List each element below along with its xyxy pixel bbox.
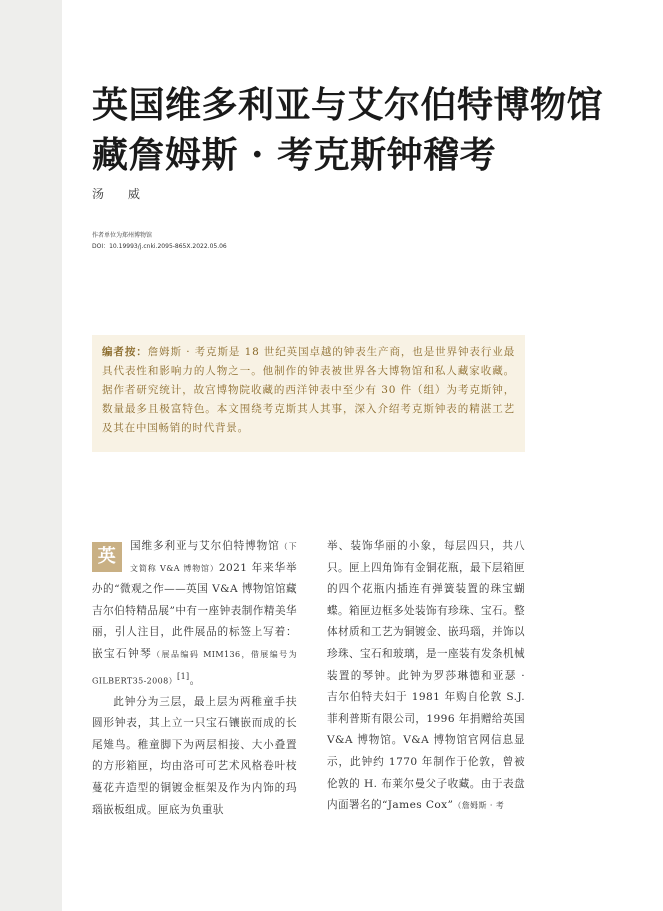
editor-note <box>92 335 525 438</box>
editor-note-text: 詹姆斯 · 考克斯是 18 世纪英国卓越的钟表生产商，也是世界钟表行业最具代表性和影响力的人物之一。他制作的钟表被世界各大博物馆和私人藏家收藏。据作者研究统计，故宫博物院收藏的西洋钟表中至少有 30 件（组）为考克斯钟，数量最多且极富特色。本文围绕考克斯其人其事，深入介绍考克斯钟表的精湛工艺及其在中国畅销的时代背景。 <box>102 346 515 434</box>
p2-text-part-1: 此钟分为三层，最上层为两稚童手扶圆形钟表，其上立一只宝石镶嵌而成的长尾雉鸟。稚童脚下为两层相接、大小叠置的方形箱匣，均由洛可可艺术风格卷叶枝蔓花卉造型的铜镀金框架及作为内饰的玛瑙嵌板组成。匣底为负重驮 <box>92 695 297 816</box>
article-title <box>92 80 612 180</box>
p1-reference: [1] <box>177 671 190 681</box>
p2-text-part-2: 举、装饰华丽的小象，每层四只，共八只。匣上四角饰有金铜花瓶，最下层箱匣的四个花瓶内插连有弹簧装置的珠宝蝴蝶。箱匣边框多处装饰有珍珠、宝石。整体材质和工艺为铜镀金、嵌玛瑙，并饰以珍珠、宝石和玻璃，是一座装有发条机械装置的琴钟。此钟为罗莎琳德和亚瑟 · 吉尔伯特夫妇于 1981 年购自伦敦 S.J. 菲利普斯有限公司，1996 年捐赠给英国 V&A 博物馆。V&A 博物馆官网信息显示，此钟约 1770 年制作于伦敦，曾被伦敦的 H. 布莱尔曼父子收藏。由于表盘内面署名的“James Cox” <box>327 540 525 812</box>
author-affiliation: 作者单位为郑州博物馆 <box>92 232 153 239</box>
p1-note-2: （展品编码 MIM136，借展编号为 GILBERT35-2008） <box>92 649 297 686</box>
p2-note: （詹姆斯 · 考 <box>453 801 505 811</box>
body-column-left <box>92 536 297 821</box>
editor-note-box <box>92 335 525 452</box>
p1-note-1: （下文简称 V&A 博物馆） <box>130 542 297 573</box>
page-spine-margin <box>0 0 62 911</box>
editor-note-label: 编者按： <box>102 346 148 358</box>
body-column-right <box>327 536 525 817</box>
body-paragraph-2 <box>92 692 297 822</box>
body-paragraph-2-continued <box>327 536 525 817</box>
p1-end: 。 <box>189 674 201 687</box>
title-line-1: 英国维多利亚与艾尔伯特博物馆 <box>92 84 604 126</box>
p1-text-a: 国维多利亚与艾尔伯特博物馆 <box>130 540 280 552</box>
drop-cap: 英 <box>92 542 122 572</box>
article-meta <box>92 230 227 252</box>
author-name: 汤 威 <box>92 187 150 201</box>
title-line-2: 藏詹姆斯 · 考克斯钟稽考 <box>92 134 497 176</box>
p1-text-b: 2021 年来华举办的“微观之作——英国 V&A 博物馆馆藏吉尔伯特精品展”中有一座钟表制作精美华丽，引人注目，此件展品的标签上写着：嵌宝石钟琴 <box>92 561 297 660</box>
doi: DOI：10.19993/j.cnki.2095-865X.2022.05.06 <box>92 243 227 250</box>
body-paragraph-1 <box>92 536 297 692</box>
